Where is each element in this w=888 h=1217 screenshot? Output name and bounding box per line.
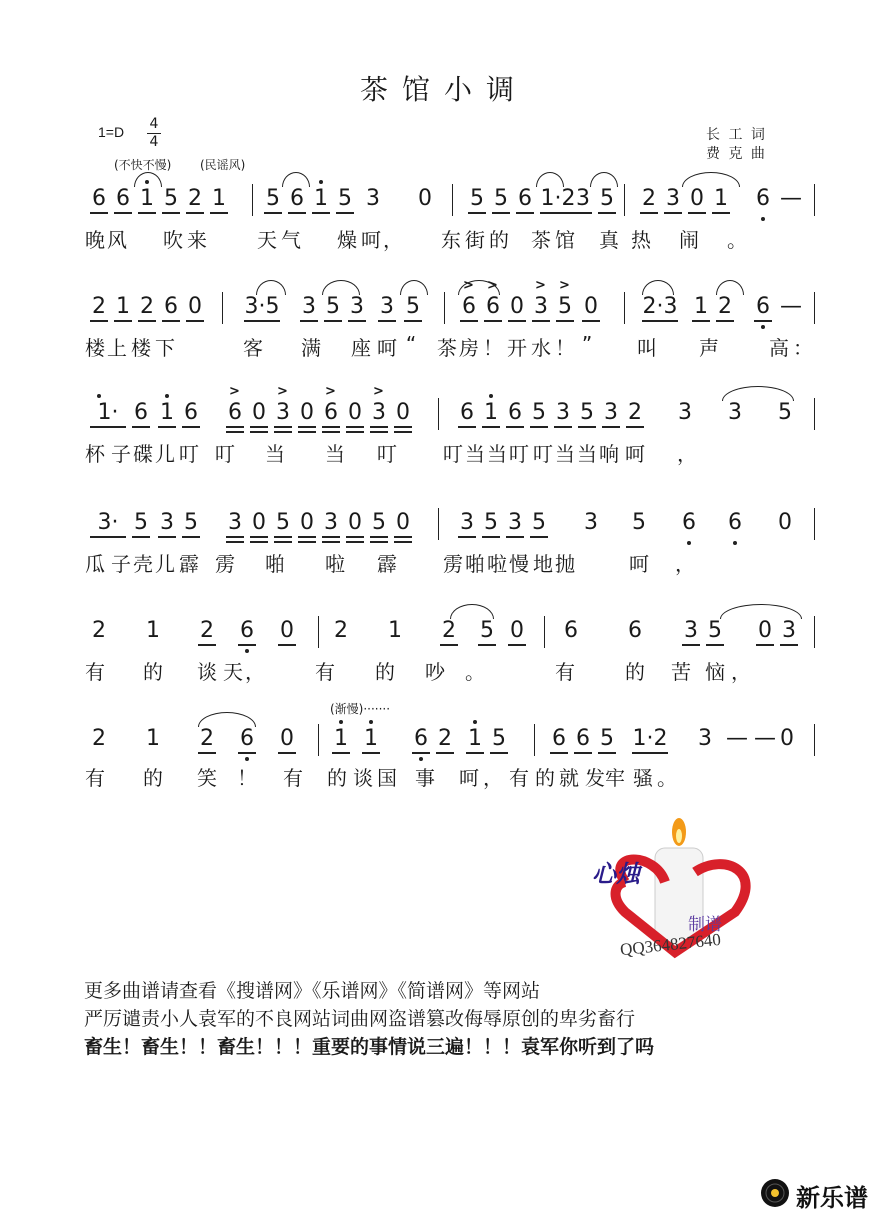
score-note: 3 bbox=[666, 186, 680, 211]
tie-slur bbox=[720, 604, 802, 619]
lyric-char: 水 bbox=[531, 336, 551, 360]
lyric-char: 笑 bbox=[197, 766, 217, 790]
accent-mark: > bbox=[535, 278, 546, 293]
accent-mark: > bbox=[559, 278, 570, 293]
accent-mark: > bbox=[463, 278, 474, 293]
score-line bbox=[86, 614, 816, 652]
lyric-char: 高 bbox=[769, 336, 789, 360]
lyric-char: 啦 bbox=[325, 552, 345, 576]
score-note: 5 > bbox=[558, 278, 572, 319]
lyric-char: 慢 bbox=[509, 552, 529, 576]
bar-line bbox=[814, 616, 815, 648]
score-note: 2 bbox=[718, 294, 732, 319]
lyric-char: 。 bbox=[727, 228, 747, 252]
song-title: 茶馆小调 bbox=[359, 73, 528, 106]
lyric-char: 呵 bbox=[377, 336, 397, 360]
score-note: 5 bbox=[580, 400, 594, 425]
score-note: 6 > bbox=[228, 384, 242, 425]
score-note: 2 bbox=[200, 618, 214, 643]
score-note: 0 bbox=[418, 186, 432, 211]
score-note: 6 bbox=[414, 726, 428, 751]
bar-line bbox=[222, 292, 223, 324]
lyric-char: 有 bbox=[315, 660, 335, 684]
composer-credit: 费 克 曲 bbox=[706, 146, 767, 162]
score-note: 6 > bbox=[486, 278, 500, 319]
lyric-char: 呵 bbox=[625, 442, 645, 466]
lyric-char: 来 bbox=[187, 228, 207, 252]
lyric-char: 子 bbox=[111, 442, 131, 466]
lyric-char: 客 bbox=[243, 336, 263, 360]
tie-slur bbox=[682, 172, 740, 187]
lyric-char: 满 bbox=[301, 336, 321, 360]
score-note: 6 bbox=[460, 400, 474, 425]
lyric-char: ， bbox=[383, 228, 403, 252]
score-note: 0 bbox=[348, 510, 362, 535]
score-note: 3 bbox=[604, 400, 618, 425]
bar-line bbox=[814, 184, 815, 216]
score-note: — bbox=[726, 726, 748, 751]
score-note: 3 bbox=[728, 400, 742, 425]
score-note: 3 > bbox=[276, 384, 290, 425]
score-note: 1 bbox=[468, 726, 482, 751]
score-note: 3· bbox=[90, 510, 126, 536]
score-note: 0 bbox=[778, 510, 792, 535]
score-note: 6 bbox=[240, 618, 254, 643]
lyricist-credit: 长 工 词 bbox=[706, 127, 767, 143]
lyric-char: ， bbox=[677, 442, 697, 466]
bar-line bbox=[544, 616, 545, 648]
brand-logo bbox=[760, 1178, 880, 1212]
watermark-sub: 制谱 bbox=[688, 915, 722, 935]
lyric-char: ” bbox=[581, 332, 593, 356]
score-note: 0 bbox=[510, 294, 524, 319]
score-note: 5 bbox=[134, 510, 148, 535]
lyric-char: 。 bbox=[465, 660, 485, 684]
lyric-char: 啦 bbox=[487, 552, 507, 576]
lyric-char: 叮 bbox=[215, 442, 235, 466]
score-note: 6 bbox=[728, 510, 742, 535]
lyric-char: 当 bbox=[487, 442, 507, 466]
score-note: 0 bbox=[510, 618, 524, 643]
score-note: 0 bbox=[252, 400, 266, 425]
score-line bbox=[86, 722, 816, 760]
score-note: 3 bbox=[698, 726, 712, 751]
score-note: 2 bbox=[628, 400, 642, 425]
lyric-char: 闹 bbox=[679, 228, 699, 252]
score-note: 5 bbox=[708, 618, 722, 643]
lyric-char: 开 bbox=[507, 336, 527, 360]
score-note: 2 bbox=[92, 618, 106, 643]
bar-line bbox=[438, 398, 439, 430]
lyric-char: 雳 bbox=[443, 552, 463, 576]
bar-line bbox=[814, 724, 815, 756]
score-note: 0 bbox=[758, 618, 772, 643]
tie-slur bbox=[722, 386, 794, 401]
bar-line bbox=[318, 724, 319, 756]
score-note: 5 bbox=[632, 510, 646, 535]
lyric-char: 叫 bbox=[637, 336, 657, 360]
lyric-char: 呵 bbox=[629, 552, 649, 576]
lyric-char: 恼 bbox=[705, 660, 725, 684]
lyric-char: ， bbox=[731, 660, 751, 684]
lyric-char: 儿 bbox=[155, 442, 175, 466]
lyric-char: ， bbox=[245, 660, 265, 684]
score-note: 6 bbox=[508, 400, 522, 425]
time-sig-top: 4 bbox=[149, 116, 159, 132]
lyric-char: 天 bbox=[257, 228, 277, 252]
score-note: 3 bbox=[508, 510, 522, 535]
score-note: 5 bbox=[494, 186, 508, 211]
lyric-char: 啪 bbox=[265, 552, 285, 576]
bar-line bbox=[814, 508, 815, 540]
lyric-char: 吵 bbox=[425, 660, 445, 684]
score-note: 5 bbox=[532, 510, 546, 535]
lyric-char: 碟 bbox=[133, 442, 153, 466]
lyric-char: 的 bbox=[489, 228, 509, 252]
accent-mark: > bbox=[325, 384, 336, 399]
score-note: 0 bbox=[690, 186, 704, 211]
score-note: 3 bbox=[380, 294, 394, 319]
lyric-char: 瓜 bbox=[85, 552, 105, 576]
bar-line bbox=[444, 292, 445, 324]
lyric-char: 茶 bbox=[437, 336, 457, 360]
lyric-char: 晚 bbox=[85, 228, 105, 252]
watermark-qq: QQ364827640 bbox=[619, 929, 722, 960]
score-note: 1 bbox=[484, 400, 498, 425]
lyric-char: ： bbox=[793, 336, 813, 360]
score-note: 3 > bbox=[372, 384, 386, 425]
bar-line bbox=[814, 292, 815, 324]
lyric-char: 有 bbox=[283, 766, 303, 790]
score-note: 5 bbox=[492, 726, 506, 751]
lyric-char: ！ bbox=[483, 336, 503, 360]
score-note: 2·3 bbox=[642, 294, 678, 319]
lyric-char: 馆 bbox=[555, 228, 575, 252]
score-note: 1 bbox=[388, 618, 402, 643]
lyric-char: 谈 bbox=[197, 660, 217, 684]
score-note: 0 bbox=[280, 618, 294, 643]
score-note: 5 bbox=[600, 726, 614, 751]
lyric-char: 呵 bbox=[361, 228, 381, 252]
score-note: 3 bbox=[584, 510, 598, 535]
lyric-char: 儿 bbox=[155, 552, 175, 576]
score-note: 5 bbox=[338, 186, 352, 211]
score-note: 5 bbox=[406, 294, 420, 319]
lyric-char: 当 bbox=[555, 442, 575, 466]
lyric-char: 上 bbox=[107, 336, 127, 360]
lyric-char: 有 bbox=[509, 766, 529, 790]
lyric-char: 东 bbox=[441, 228, 461, 252]
score-note: 2 bbox=[140, 294, 154, 319]
lyric-char: 当 bbox=[325, 442, 345, 466]
score-note: 2 bbox=[200, 726, 214, 751]
lyric-char: 地 bbox=[533, 552, 553, 576]
lyric-char: 气 bbox=[281, 228, 301, 252]
score-note: 6 bbox=[290, 186, 304, 211]
score-note: 6 bbox=[564, 618, 578, 643]
lyric-char: 子 bbox=[111, 552, 131, 576]
lyric-char: 的 bbox=[327, 766, 347, 790]
score-note: 0 bbox=[300, 510, 314, 535]
score-note: 5 bbox=[480, 618, 494, 643]
score-note: 1 bbox=[334, 726, 348, 751]
score-note: 2 bbox=[642, 186, 656, 211]
lyric-char: ， bbox=[675, 552, 695, 576]
lyric-char: 的 bbox=[143, 766, 163, 790]
lyric-char: 苦 bbox=[671, 660, 691, 684]
bar-line bbox=[452, 184, 453, 216]
score-note: 6 bbox=[164, 294, 178, 319]
score-note: 1· bbox=[90, 400, 126, 426]
score-note: 5 bbox=[164, 186, 178, 211]
bar-line bbox=[252, 184, 253, 216]
score-note: 0 bbox=[780, 726, 794, 751]
lyric-char: 声 bbox=[699, 336, 719, 360]
lyric-char: 燥 bbox=[337, 228, 357, 252]
lyric-char: ！ bbox=[237, 766, 257, 790]
footer-line-2: 严厉谴责小人袁军的不良网站词曲网盗谱篡改侮辱原创的卑劣畜行 bbox=[84, 1008, 636, 1030]
accent-mark: > bbox=[229, 384, 240, 399]
score-note: 3 bbox=[782, 618, 796, 643]
score-note: 3 bbox=[228, 510, 242, 535]
lyric-char: 吹 bbox=[163, 228, 183, 252]
lyric-char: 叮 bbox=[509, 442, 529, 466]
score-note: 6 bbox=[552, 726, 566, 751]
lyric-char: 叮 bbox=[443, 442, 463, 466]
score-note: 0 bbox=[188, 294, 202, 319]
lyric-char: 座 bbox=[351, 336, 371, 360]
tie-slur bbox=[282, 172, 310, 187]
accent-mark: > bbox=[373, 384, 384, 399]
score-note: — bbox=[780, 294, 802, 319]
score-note: 2 bbox=[92, 294, 106, 319]
score-note: 5 bbox=[532, 400, 546, 425]
bar-line bbox=[438, 508, 439, 540]
score-note: 0 bbox=[396, 400, 410, 425]
lyric-char: 有 bbox=[85, 766, 105, 790]
score-line bbox=[86, 506, 816, 544]
accent-mark: > bbox=[487, 278, 498, 293]
accent-mark: > bbox=[277, 384, 288, 399]
score-note: 3·5 bbox=[244, 294, 280, 319]
lyric-char: 啪 bbox=[465, 552, 485, 576]
lyric-char: 当 bbox=[465, 442, 485, 466]
lyric-char: 事 bbox=[415, 766, 435, 790]
lyric-char: 真 bbox=[599, 228, 619, 252]
style-mark: (民谣风) bbox=[200, 158, 246, 172]
bar-line bbox=[318, 616, 319, 648]
lyric-char: 当 bbox=[265, 442, 285, 466]
lyric-char: 。 bbox=[657, 766, 677, 790]
score-note: 0 bbox=[252, 510, 266, 535]
score-note: 6 bbox=[134, 400, 148, 425]
tie-slur bbox=[198, 712, 256, 727]
score-note: — bbox=[754, 726, 776, 751]
lyric-char: 霹 bbox=[179, 552, 199, 576]
brand-name: 新乐谱 bbox=[796, 1184, 868, 1212]
lyric-char: 的 bbox=[535, 766, 555, 790]
lyric-char: 当 bbox=[577, 442, 597, 466]
score-note: 6 bbox=[756, 186, 770, 211]
score-note: 3 > bbox=[534, 278, 548, 319]
lyric-char: 楼 bbox=[85, 336, 105, 360]
lyric-char: 叮 bbox=[179, 442, 199, 466]
score-note: 1 bbox=[314, 186, 328, 211]
bar-line bbox=[814, 398, 815, 430]
score-note: 2 bbox=[188, 186, 202, 211]
bar-line bbox=[624, 184, 625, 216]
score-note: 3 bbox=[684, 618, 698, 643]
score-note: 3 bbox=[460, 510, 474, 535]
score-note: 3 bbox=[556, 400, 570, 425]
tie-slur bbox=[450, 604, 494, 619]
score-note: 3 bbox=[576, 186, 590, 211]
lyric-char: 街 bbox=[465, 228, 485, 252]
score-note: 1·2 bbox=[632, 726, 668, 751]
lyric-char: 响 bbox=[599, 442, 619, 466]
lyric-char: 有 bbox=[85, 660, 105, 684]
score-line bbox=[86, 384, 816, 434]
score-note: 5 bbox=[266, 186, 280, 211]
tie-slur bbox=[400, 280, 428, 295]
score-line bbox=[86, 182, 816, 220]
score-line bbox=[86, 278, 816, 328]
lyric-char: 热 bbox=[631, 228, 651, 252]
score-note: 2 bbox=[334, 618, 348, 643]
score-note: 1 bbox=[146, 726, 160, 751]
lyric-char: 发 bbox=[585, 766, 605, 790]
tie-slur bbox=[536, 172, 564, 187]
tempo-mark: (不快不慢) bbox=[114, 158, 172, 172]
tie-slur bbox=[716, 280, 744, 295]
tie-slur bbox=[642, 280, 674, 295]
score-note: 0 bbox=[280, 726, 294, 751]
lyric-char: 楼 bbox=[131, 336, 151, 360]
score-note: 3 bbox=[302, 294, 316, 319]
tie-slur bbox=[322, 280, 360, 295]
lyric-char: 叮 bbox=[377, 442, 397, 466]
lyric-char: 霹 bbox=[377, 552, 397, 576]
score-note: 0 bbox=[396, 510, 410, 535]
score-note: 1 bbox=[140, 186, 154, 211]
score-note: 5 bbox=[484, 510, 498, 535]
lyric-char: 杯 bbox=[85, 442, 105, 466]
score-note: 2 bbox=[92, 726, 106, 751]
score-note: 5 bbox=[184, 510, 198, 535]
score-note: 0 bbox=[348, 400, 362, 425]
time-sig-bottom: 4 bbox=[149, 134, 159, 150]
score-note: 1 bbox=[160, 400, 174, 425]
bar-line bbox=[534, 724, 535, 756]
score-note: 6 bbox=[682, 510, 696, 535]
score-note: 6 bbox=[92, 186, 106, 211]
tie-slur bbox=[256, 280, 286, 295]
score-note: 3 bbox=[350, 294, 364, 319]
score-note: 6 bbox=[184, 400, 198, 425]
lyric-char: “ bbox=[405, 332, 417, 356]
score-note: 2 bbox=[438, 726, 452, 751]
vinyl-record-icon bbox=[760, 1178, 790, 1208]
lyric-char: 壳 bbox=[133, 552, 153, 576]
watermark-text: 心烛 bbox=[592, 860, 640, 888]
score-note: 6 > bbox=[462, 278, 476, 319]
score-note: 6 bbox=[518, 186, 532, 211]
footer-line-3: 畜生！畜生！！畜生！！！重要的事情说三遍！！！袁军你听到了吗 bbox=[84, 1036, 655, 1058]
score-note: 1 bbox=[694, 294, 708, 319]
score-note: 3 bbox=[678, 400, 692, 425]
lyric-char: 就 bbox=[559, 766, 579, 790]
score-note: 2 bbox=[442, 618, 456, 643]
lyric-char: 叮 bbox=[533, 442, 553, 466]
score-note: 0 bbox=[584, 294, 598, 319]
lyric-char: ！ bbox=[555, 336, 575, 360]
score-note: 1 bbox=[146, 618, 160, 643]
lyric-char: 抛 bbox=[555, 552, 575, 576]
footer-line-1: 更多曲谱请查看《搜谱网》《乐谱网》《简谱网》等网站 bbox=[84, 980, 541, 1002]
score-note: 6 bbox=[756, 294, 770, 319]
score-note: 5 bbox=[600, 186, 614, 211]
lyric-char: ， bbox=[483, 766, 503, 790]
ritardando-mark: (渐慢)······· bbox=[330, 702, 391, 716]
lyric-char: 骚 bbox=[633, 766, 653, 790]
score-note: 6 bbox=[628, 618, 642, 643]
score-note: 1 bbox=[212, 186, 226, 211]
lyric-char: 雳 bbox=[215, 552, 235, 576]
lyric-char: 房 bbox=[459, 336, 479, 360]
tie-slur bbox=[590, 172, 618, 187]
score-note: 0 bbox=[300, 400, 314, 425]
lyric-char: 国 bbox=[377, 766, 397, 790]
score-note: 6 bbox=[116, 186, 130, 211]
lyric-char: 的 bbox=[143, 660, 163, 684]
lyric-char: 牢 bbox=[605, 766, 625, 790]
key-signature: 1=D bbox=[98, 124, 125, 140]
score-note: 5 bbox=[470, 186, 484, 211]
score-note: 5 bbox=[372, 510, 386, 535]
score-note: 6 bbox=[240, 726, 254, 751]
lyric-char: 风 bbox=[107, 228, 127, 252]
lyric-char: 下 bbox=[155, 336, 175, 360]
score-note: 6 > bbox=[324, 384, 338, 425]
score-note: 5 bbox=[326, 294, 340, 319]
lyric-char: 谈 bbox=[353, 766, 373, 790]
lyric-char: 的 bbox=[625, 660, 645, 684]
lyric-char: 呵 bbox=[459, 766, 479, 790]
score-note: 5 bbox=[276, 510, 290, 535]
score-note: 3 bbox=[160, 510, 174, 535]
lyric-char: 茶 bbox=[531, 228, 551, 252]
score-note: — bbox=[780, 186, 802, 211]
score-note: 1 bbox=[714, 186, 728, 211]
score-note: 6 bbox=[576, 726, 590, 751]
time-signature bbox=[146, 116, 162, 151]
bar-line bbox=[624, 292, 625, 324]
score-note: 5 bbox=[778, 400, 792, 425]
score-note: 1 bbox=[116, 294, 130, 319]
score-note: 1 bbox=[364, 726, 378, 751]
lyric-char: 天 bbox=[223, 660, 243, 684]
lyric-char: 的 bbox=[375, 660, 395, 684]
lyric-char: 有 bbox=[555, 660, 575, 684]
score-note: 3 bbox=[324, 510, 338, 535]
tie-slur bbox=[134, 172, 162, 187]
score-note: 3 bbox=[366, 186, 380, 211]
score-note: 1·2 bbox=[540, 186, 576, 211]
